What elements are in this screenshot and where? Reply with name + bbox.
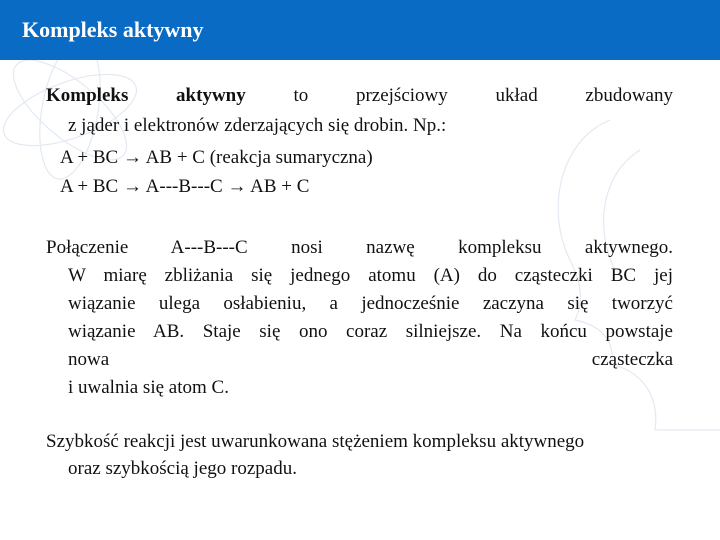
term-kompleks-aktywny: Kompleks aktywny <box>46 85 246 106</box>
reaction-summary-text: A + BC → AB + C (reakcja sumaryczna) <box>60 147 373 168</box>
reaction-summary-line <box>60 144 373 172</box>
definition-line-1 <box>46 82 673 110</box>
rate-line-2-wrap <box>68 455 297 483</box>
definition-line-2-text: z jąder i elektronów zderzających się drobin. Np.: <box>68 115 447 136</box>
explanation-line-4: wiązanie AB. Staje się ono coraz silniejsze. Na końcu powstaje <box>68 321 673 342</box>
slide-title: Kompleks aktywny <box>22 17 204 42</box>
paragraph-rate <box>46 428 584 456</box>
explanation-line-1: Połączenie A---B---C nosi nazwę kompleksu aktywnego. <box>46 237 673 258</box>
explanation-line-3: wiązanie ulega osłabieniu, a jednocześnie zaczyna się tworzyć <box>68 293 673 314</box>
rate-line-2: oraz szybkością jego rozpadu. <box>68 458 297 479</box>
explanation-line-6: i uwalnia się atom C. <box>68 377 229 398</box>
reaction-mechanism-text: A + BC → A---B---C → AB + C <box>60 176 310 197</box>
reaction-mechanism-line <box>60 173 309 201</box>
rate-line-1: Szybkość reakcji jest uwarunkowana stężeniem kompleksu aktywnego <box>46 431 585 452</box>
definition-line-2 <box>68 112 446 140</box>
definition-line-1-rest: to przejściowy układ zbudowany <box>293 85 673 106</box>
paragraph-explanation <box>46 234 673 262</box>
paragraph-definition <box>46 82 673 110</box>
explanation-line-5: nowa cząsteczka <box>68 349 673 370</box>
explanation-line-2: W miarę zbliżania się jednego atomu (A) do cząsteczki BC jej <box>68 265 673 286</box>
explanation-block <box>68 262 673 402</box>
